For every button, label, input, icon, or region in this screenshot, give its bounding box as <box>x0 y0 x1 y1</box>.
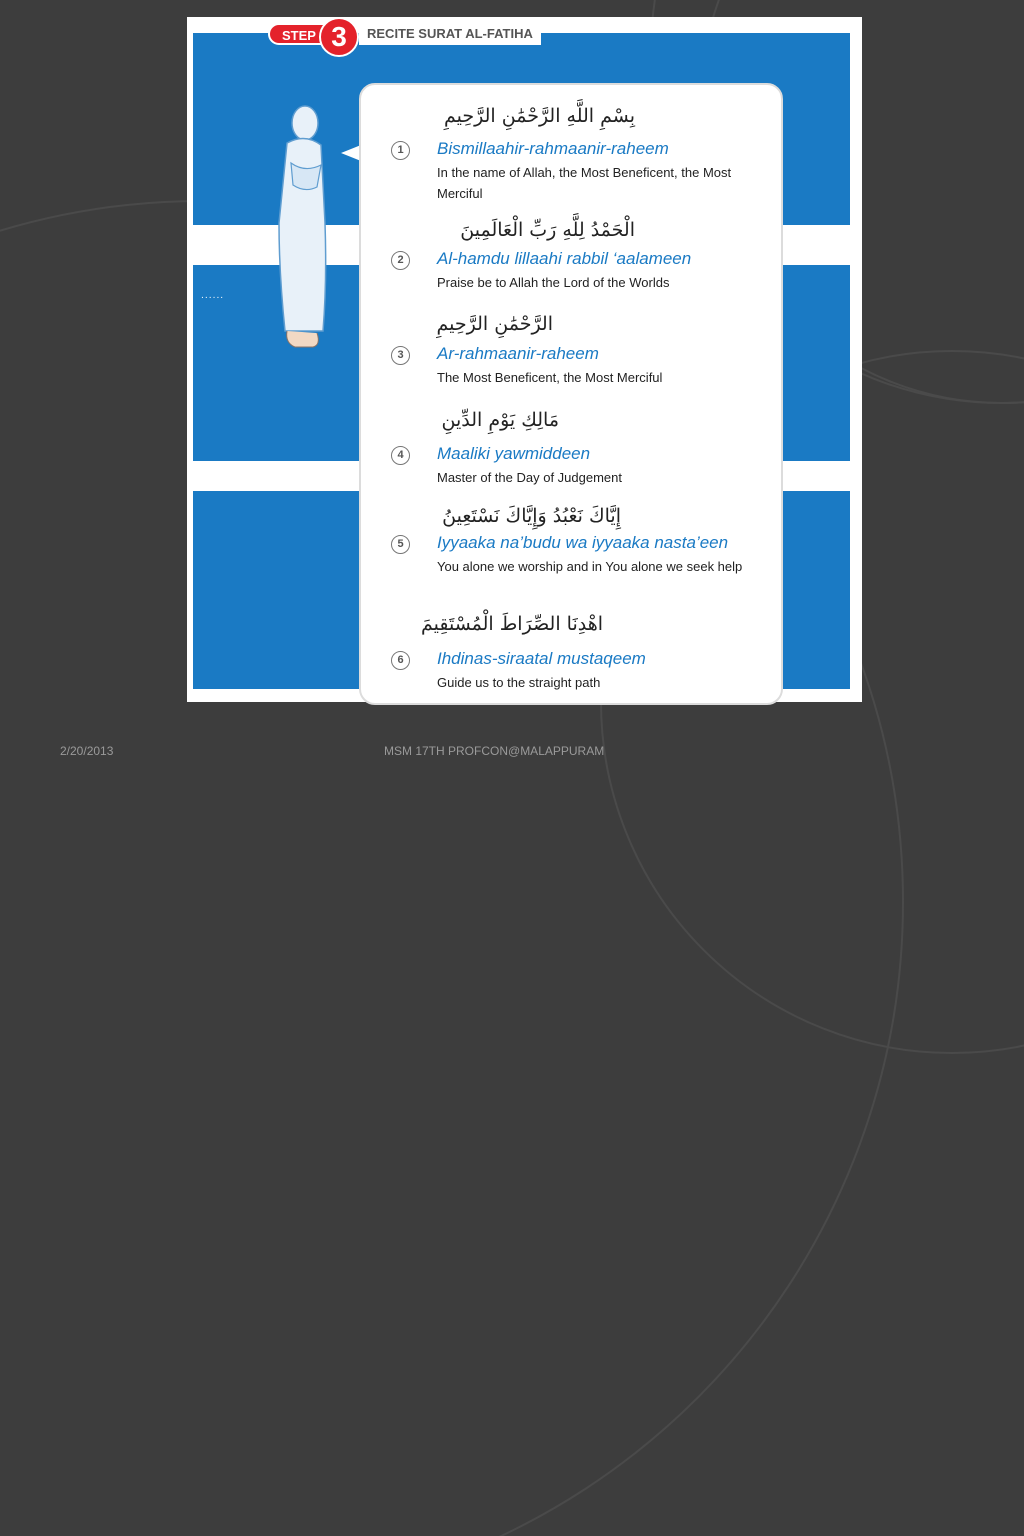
meaning: Praise be to Allah the Lord of the Worlds <box>437 275 670 290</box>
fatiha-infographic <box>187 17 862 702</box>
verse-number: 4 <box>391 446 410 465</box>
verse-number: 6 <box>391 651 410 670</box>
step-title: RECITE SURAT AL-FATIHA <box>359 23 541 45</box>
transliteration: Bismillaahir-rahmaanir-raheem <box>437 139 669 158</box>
transliteration: Ar-rahmaanir-raheem <box>437 344 599 363</box>
verse-number: 3 <box>391 346 410 365</box>
transliteration: Iyyaaka na’budu wa iyyaaka nasta’een <box>437 533 729 552</box>
standing-person-figure <box>265 103 335 353</box>
arabic-text: بِسْمِ اللَّهِ الرَّحْمَٰنِ الرَّحِيمِ <box>444 105 635 127</box>
transliteration: Al-hamdu lillaahi rabbil ‘aalameen <box>437 249 692 268</box>
transliteration: Maaliki yawmiddeen <box>437 444 591 463</box>
arabic-text: إِيَّاكَ نَعْبُدُ وَإِيَّاكَ نَسْتَعِينُ <box>442 505 621 527</box>
blue-panel <box>193 33 850 689</box>
arabic-text: اهْدِنَا الصِّرَاطَ الْمُسْتَقِيمَ <box>420 613 603 635</box>
step-label: STEP <box>268 23 358 45</box>
meaning: Master of the Day of Judgement <box>437 470 622 485</box>
transliteration: Ihdinas-siraatal mustaqeem <box>437 649 646 668</box>
meaning: In the name of Allah, the Most Beneficent, the Most Merciful <box>437 165 732 201</box>
arabic-text: الْحَمْدُ لِلَّهِ رَبِّ الْعَالَمِينَ <box>460 219 635 241</box>
verse-number: 5 <box>391 535 410 554</box>
meaning: The Most Beneficent, the Most Merciful <box>437 370 663 385</box>
verse-number: 2 <box>391 251 410 270</box>
footer-event: MSM 17TH PROFCON@MALAPPURAM <box>384 744 605 758</box>
meaning: Guide us to the straight path <box>437 675 601 690</box>
speech-bubble-tail <box>341 145 361 161</box>
arabic-text: مَالِكِ يَوْمِ الدِّينِ <box>441 409 559 431</box>
verses-card <box>359 83 783 705</box>
footer-date: 2/20/2013 <box>60 744 114 758</box>
meaning: You alone we worship and in You alone we seek help <box>437 559 743 574</box>
dots-decoration: ...... <box>201 291 225 301</box>
step-number-badge: 3 <box>319 17 359 57</box>
verse-number: 1 <box>391 141 410 160</box>
arabic-text: الرَّحْمَٰنِ الرَّحِيمِ <box>436 313 553 335</box>
